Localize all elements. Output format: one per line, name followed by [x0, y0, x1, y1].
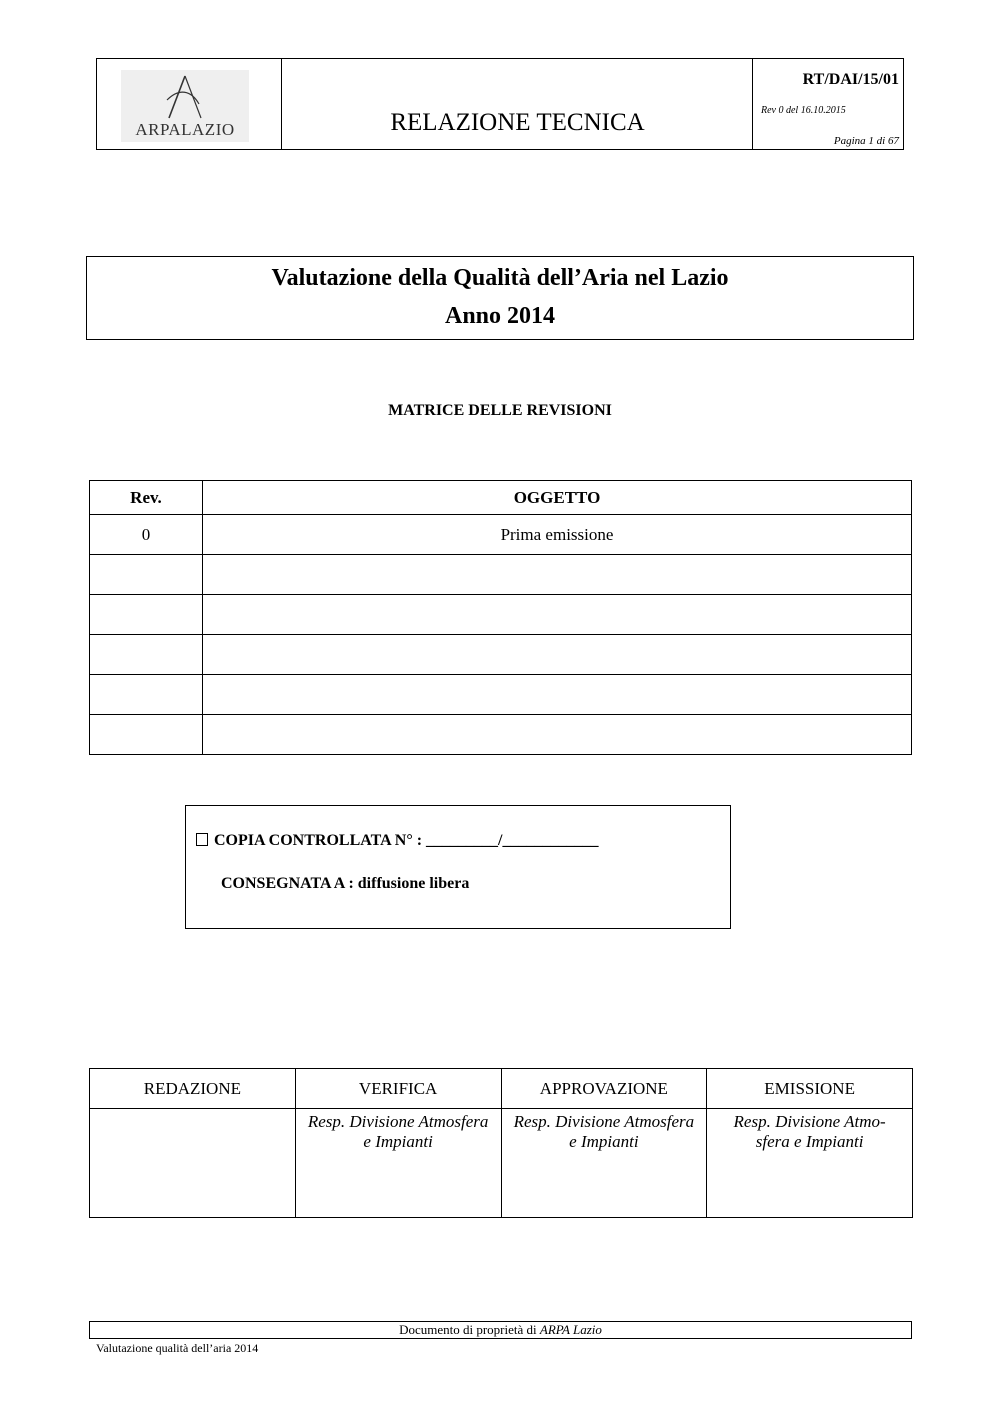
table-row	[90, 555, 912, 595]
logo-cell	[97, 59, 282, 149]
delivered-to-line: CONSEGNATA A : diffusione libera	[221, 875, 470, 892]
controlled-copy-box	[185, 805, 731, 929]
page-number: Pagina 1 di 67	[833, 135, 899, 147]
oggetto-cell: Prima emissione	[203, 515, 912, 555]
emissione-cell	[707, 1109, 913, 1218]
report-year: Anno 2014	[444, 303, 556, 329]
rev-cell: 0	[90, 515, 203, 555]
oggetto-cell	[203, 675, 912, 715]
header-approvazione: APPROVAZIONE	[501, 1069, 707, 1109]
verifica-line1: Resp. Divisione Atmosfera	[307, 1112, 489, 1131]
rev-cell	[90, 595, 203, 635]
report-title-box	[86, 256, 914, 340]
arpa-lazio-logo	[121, 70, 249, 142]
header-redazione: REDAZIONE	[90, 1069, 296, 1109]
approvazione-cell	[501, 1109, 707, 1218]
controlled-copy-text: COPIA CONTROLLATA N° : _________/____________	[214, 832, 599, 849]
emissione-line2: sfera e Impianti	[755, 1132, 864, 1151]
header-rev: Rev.	[90, 481, 203, 515]
emissione-line1: Resp. Divisione Atmo-	[733, 1112, 886, 1131]
rev-cell	[90, 715, 203, 755]
verifica-line2: e Impianti	[363, 1132, 433, 1151]
controlled-copy-line	[196, 832, 599, 850]
signature-body-row	[90, 1109, 913, 1218]
oggetto-cell	[203, 595, 912, 635]
rev-cell	[90, 635, 203, 675]
revision-date: Rev 0 del 16.10.2015	[761, 105, 846, 116]
document-code: RT/DAI/15/01	[802, 71, 899, 88]
logo-mark-icon	[161, 74, 209, 120]
table-row	[90, 595, 912, 635]
table-row	[90, 515, 912, 555]
revision-table	[89, 480, 912, 755]
rev-cell	[90, 675, 203, 715]
revision-matrix-heading: MATRICE DELLE REVISIONI	[388, 402, 612, 419]
verifica-cell	[295, 1109, 501, 1218]
ownership-name: ARPA Lazio	[539, 1322, 602, 1337]
approvazione-line2: e Impianti	[569, 1132, 639, 1151]
header-code-cell	[753, 59, 903, 149]
logo-text: ARPALAZIO	[135, 120, 235, 139]
table-row	[90, 715, 912, 755]
header-oggetto: OGGETTO	[203, 481, 912, 515]
redazione-cell	[90, 1109, 296, 1218]
footer-doc-title: Valutazione qualità dell’aria 2014	[96, 1341, 259, 1355]
approvazione-line1: Resp. Divisione Atmosfera	[513, 1112, 695, 1131]
oggetto-cell	[203, 635, 912, 675]
ownership-footer	[89, 1321, 912, 1339]
oggetto-cell	[203, 555, 912, 595]
signature-table	[89, 1068, 913, 1218]
rev-cell	[90, 555, 203, 595]
header-title-cell	[282, 59, 753, 149]
table-row	[90, 675, 912, 715]
header-verifica: VERIFICA	[295, 1069, 501, 1109]
report-title: Valutazione della Qualità dell’Aria nel Lazio	[271, 265, 729, 291]
document-header	[96, 58, 904, 150]
header-emissione: EMISSIONE	[707, 1069, 913, 1109]
table-header-row	[90, 481, 912, 515]
table-row	[90, 635, 912, 675]
document-type-title: RELAZIONE TECNICA	[390, 109, 645, 136]
ownership-prefix: Documento di proprietà di	[399, 1322, 540, 1337]
oggetto-cell	[203, 715, 912, 755]
signature-header-row	[90, 1069, 913, 1109]
checkbox-glyph-icon	[196, 833, 208, 846]
